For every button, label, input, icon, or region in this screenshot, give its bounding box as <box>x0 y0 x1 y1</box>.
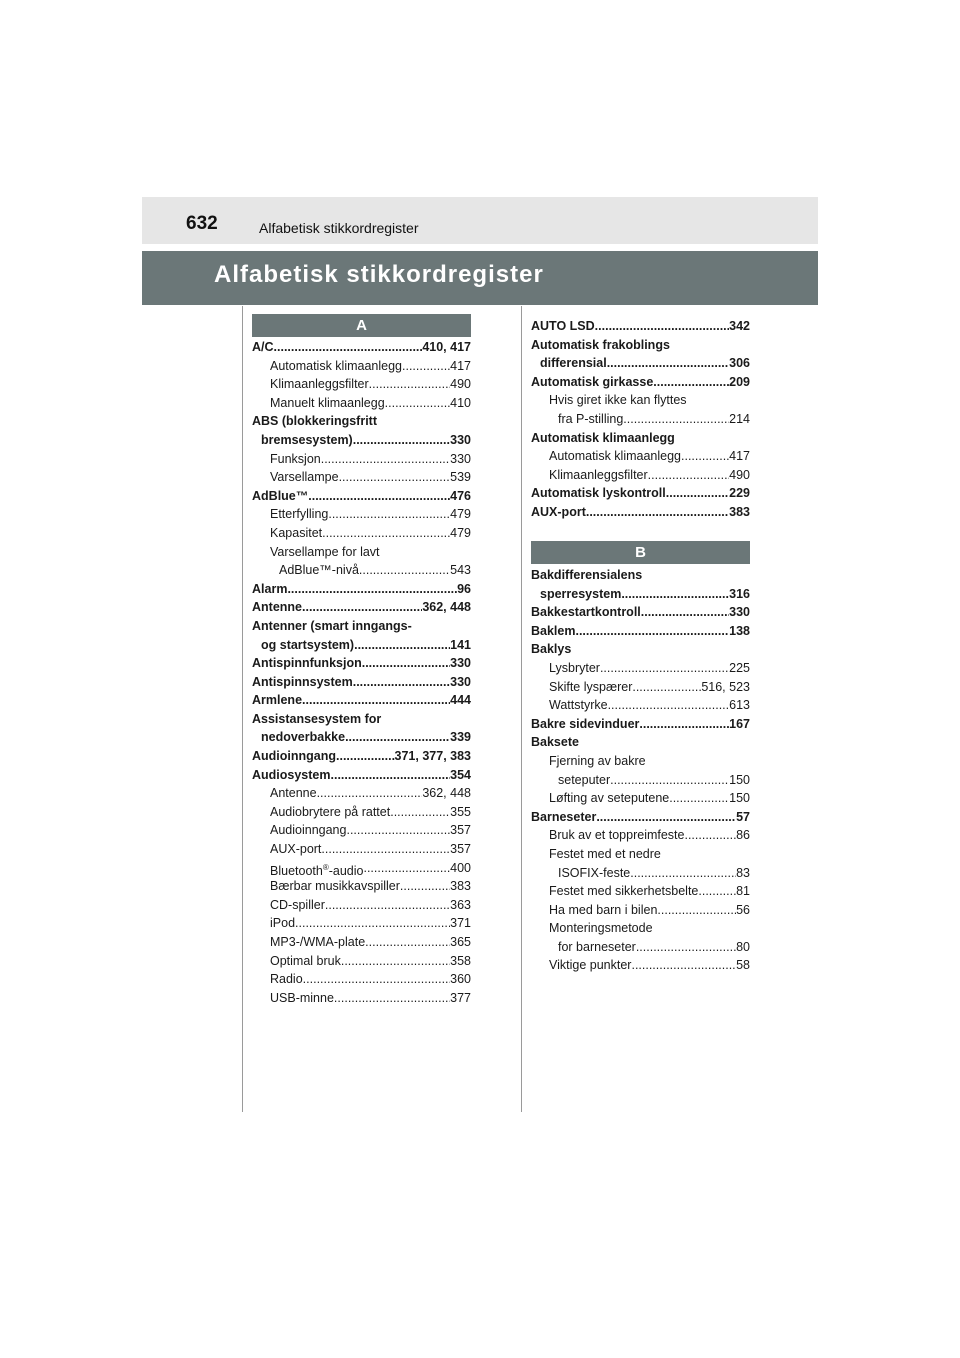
leader-dots <box>607 354 729 373</box>
entry-term: Viktige punkter <box>549 958 632 973</box>
leader-dots <box>670 336 750 355</box>
page-reference: 410, 417 <box>422 340 471 354</box>
page-reference: 355 <box>450 804 471 819</box>
leader-dots <box>390 803 450 822</box>
leader-dots <box>639 715 729 734</box>
leader-dots <box>321 840 450 859</box>
index-subentry <box>531 845 750 864</box>
entry-term: CD-spiller <box>270 897 325 912</box>
index-subentry <box>531 752 750 771</box>
entry-term: AdBlue™-nivå <box>279 563 359 578</box>
leader-dots <box>295 914 450 933</box>
leader-dots <box>648 466 729 485</box>
index-entry <box>252 691 471 710</box>
entry-term: Festet med et nedre <box>549 846 661 861</box>
leader-dots <box>666 484 729 503</box>
leader-dots <box>653 373 729 392</box>
page-reference: 330 <box>450 451 471 466</box>
leader-dots <box>681 447 729 466</box>
page-title: Alfabetisk stikkordregister <box>214 261 544 288</box>
page-reference: 316 <box>729 586 750 601</box>
index-entry <box>531 566 750 585</box>
entry-term: Baksete <box>531 735 579 750</box>
leader-dots <box>641 603 729 622</box>
entry-term: Funksjon <box>270 451 321 466</box>
page-reference: 479 <box>450 525 471 540</box>
leader-dots <box>608 696 730 715</box>
leader-dots <box>308 487 450 506</box>
page-reference: 167 <box>729 716 750 731</box>
index-entry <box>531 429 750 448</box>
entry-term: Assistansesystem for <box>252 711 382 726</box>
column-divider-left <box>242 306 243 1112</box>
leader-dots <box>596 808 736 827</box>
index-column-2 <box>531 317 750 522</box>
page-reference: 56 <box>736 902 750 917</box>
index-entry <box>252 766 471 785</box>
index-subentry <box>252 933 471 952</box>
entry-term: Automatisk klimaanlegg <box>531 430 675 445</box>
index-entry <box>252 598 471 617</box>
running-header: Alfabetisk stikkordregister <box>259 220 419 236</box>
entry-term: Bakre sidevinduer <box>531 716 640 731</box>
entry-term: Etterfylling <box>270 507 329 522</box>
leader-dots <box>341 952 450 971</box>
index-subentry <box>531 882 750 901</box>
index-entry <box>531 373 750 392</box>
index-subentry <box>531 826 750 845</box>
entry-term: Kapasitet <box>270 525 323 540</box>
leader-dots <box>642 566 750 585</box>
entry-term: ABS (blokkeringsfritt <box>252 414 378 429</box>
page-reference: 83 <box>736 865 750 880</box>
leader-dots <box>646 752 750 771</box>
header-bar <box>142 197 818 244</box>
leader-dots <box>303 970 450 989</box>
entry-term: Lysbryter <box>549 660 600 675</box>
entry-term: Manuelt klimaanlegg <box>270 395 385 410</box>
index-entry <box>252 487 471 506</box>
index-entry <box>252 431 471 450</box>
page-reference: 400 <box>450 860 471 875</box>
leader-dots <box>623 410 729 429</box>
index-subentry <box>531 919 750 938</box>
index-subentry <box>531 447 750 466</box>
index-entry <box>531 733 750 752</box>
entry-term: MP3-/WMA-plate <box>270 935 366 949</box>
index-entry <box>252 580 471 599</box>
page-reference: 410 <box>450 395 471 410</box>
section-header-b: B <box>531 541 750 564</box>
index-entry <box>531 336 750 355</box>
leader-dots <box>325 896 450 915</box>
leader-dots <box>353 431 450 450</box>
leader-dots <box>579 733 750 752</box>
page-reference: 330 <box>729 605 750 620</box>
entry-term: Hvis giret ikke kan flyttes <box>549 393 687 408</box>
page-reference: 57 <box>736 809 750 824</box>
page-reference: 479 <box>450 507 471 522</box>
index-subentry <box>252 561 471 580</box>
leader-dots <box>698 882 736 901</box>
entry-term: Fjerning av bakre <box>549 753 646 768</box>
leader-dots <box>346 821 450 840</box>
index-subentry <box>252 524 471 543</box>
entry-term: Varsellampe for lavt <box>270 544 380 559</box>
page-reference: 209 <box>729 374 750 389</box>
leader-dots <box>363 859 450 878</box>
page-reference: 342 <box>729 319 750 333</box>
leader-dots <box>412 617 471 636</box>
entry-term: Antenne <box>252 600 302 615</box>
leader-dots <box>365 933 450 952</box>
leader-dots <box>331 766 451 785</box>
page-reference: 383 <box>729 504 750 519</box>
entry-term: Antispinnfunksjon <box>252 656 362 671</box>
leader-dots <box>274 338 423 357</box>
leader-dots <box>328 505 450 524</box>
page-reference: 476 <box>450 488 471 503</box>
leader-dots <box>302 691 450 710</box>
entry-term: USB-minne <box>270 990 334 1005</box>
index-subentry <box>531 771 750 790</box>
index-column-2-b <box>531 566 750 975</box>
page-reference: 150 <box>729 791 750 806</box>
entry-term: Automatisk lyskontroll <box>531 486 666 501</box>
entry-term: differensial <box>540 356 607 371</box>
index-subentry <box>531 410 750 429</box>
page-number: 632 <box>186 213 218 234</box>
entry-term: Klimaanleggsfilter <box>549 467 648 482</box>
leader-dots <box>353 673 450 692</box>
index-subentry <box>531 678 750 697</box>
entry-term: Automatisk girkasse <box>531 374 654 389</box>
index-subentry <box>531 901 750 920</box>
leader-dots <box>380 543 471 562</box>
entry-term: for barneseter <box>558 939 636 954</box>
entry-term: iPod <box>270 916 296 931</box>
index-subentry <box>252 877 471 896</box>
leader-dots <box>586 503 729 522</box>
leader-dots <box>657 901 736 920</box>
entry-term: Skifte lyspærer <box>549 679 633 694</box>
index-entry <box>252 728 471 747</box>
entry-term: Monteringsmetode <box>549 921 653 936</box>
page-reference: 383 <box>450 879 471 894</box>
entry-term: Audiobrytere på rattet <box>270 804 391 819</box>
entry-term: og startsystem) <box>261 637 355 652</box>
index-entry <box>531 622 750 641</box>
page-reference: 363 <box>450 897 471 912</box>
page-reference: 80 <box>736 939 750 954</box>
index-subentry <box>252 989 471 1008</box>
page-reference: 539 <box>450 470 471 485</box>
index-subentry <box>252 952 471 971</box>
leader-dots <box>661 845 750 864</box>
page-reference: 490 <box>729 467 750 482</box>
page-reference: 214 <box>729 411 750 426</box>
leader-dots <box>687 391 750 410</box>
entry-term: Baklem <box>531 623 576 638</box>
index-subentry <box>531 956 750 975</box>
leader-dots <box>402 357 450 376</box>
page-reference: 330 <box>450 674 471 689</box>
entry-term: fra P-stilling <box>558 411 624 426</box>
page-reference: 58 <box>736 958 750 973</box>
index-subentry <box>531 789 750 808</box>
entry-term: AUX-port <box>531 504 586 519</box>
entry-term: Automatisk klimaanlegg <box>549 449 682 464</box>
page-reference: 86 <box>736 828 750 843</box>
index-subentry <box>252 450 471 469</box>
leader-dots <box>595 317 729 336</box>
index-subentry <box>252 394 471 413</box>
index-entry <box>531 585 750 604</box>
entry-term: Armlene <box>252 693 303 708</box>
leader-dots <box>385 394 450 413</box>
leader-dots <box>362 654 450 673</box>
entry-term: Wattstyrke <box>549 698 608 713</box>
page-reference: 330 <box>450 656 471 671</box>
entry-term: Radio <box>270 972 303 987</box>
page-reference: 357 <box>450 823 471 838</box>
entry-term: Bruk av et toppreimfeste <box>549 828 685 843</box>
leader-dots <box>354 636 450 655</box>
column-divider-middle <box>521 306 522 1112</box>
index-subentry <box>252 896 471 915</box>
index-subentry <box>252 375 471 394</box>
leader-dots <box>345 728 450 747</box>
leader-dots <box>400 877 450 896</box>
entry-term: Antenne <box>270 786 317 801</box>
index-entry <box>252 412 471 431</box>
leader-dots <box>302 598 422 617</box>
page-reference: 81 <box>736 884 750 899</box>
entry-term: Audiosystem <box>252 767 331 782</box>
page-reference: 358 <box>450 953 471 968</box>
index-subentry <box>531 466 750 485</box>
index-subentry <box>252 803 471 822</box>
entry-term: Barneseter <box>531 809 597 824</box>
page-reference: 354 <box>450 767 471 782</box>
page-reference: 96 <box>457 581 471 596</box>
index-entry <box>531 808 750 827</box>
index-entry <box>252 617 471 636</box>
index-subentry <box>531 696 750 715</box>
entry-term: Løfting av seteputene <box>549 791 670 806</box>
entry-term: Klimaanleggsfilter <box>270 377 369 392</box>
index-subentry <box>531 864 750 883</box>
entry-term: Antispinnsystem <box>252 674 353 689</box>
page-reference: 229 <box>729 486 750 501</box>
leader-dots <box>600 659 729 678</box>
index-entry <box>531 640 750 659</box>
entry-term: Audioinngang <box>270 823 347 838</box>
index-subentry <box>252 970 471 989</box>
index-entry <box>531 354 750 373</box>
entry-term: bremsesystem) <box>261 432 353 447</box>
page-reference: 516, 523 <box>701 679 750 694</box>
index-entry <box>531 484 750 503</box>
index-entry <box>252 654 471 673</box>
page-reference: 339 <box>450 730 471 745</box>
leader-dots <box>321 450 450 469</box>
entry-term: AdBlue™ <box>252 488 309 503</box>
entry-term: Bærbar musikkavspiller <box>270 879 400 894</box>
entry-term: Automatisk klimaanlegg <box>270 358 403 373</box>
leader-dots <box>675 429 750 448</box>
leader-dots <box>359 561 450 580</box>
entry-term: Festet med sikkerhetsbelte <box>549 884 699 899</box>
leader-dots <box>636 938 736 957</box>
entry-term: Automatisk frakoblings <box>531 337 670 352</box>
entry-term: Varsellampe <box>270 470 339 485</box>
page-reference: 371 <box>450 916 471 931</box>
section-header-a: A <box>252 314 471 337</box>
page-reference: 417 <box>729 449 750 464</box>
leader-dots <box>630 864 736 883</box>
leader-dots <box>381 710 471 729</box>
page-reference: 444 <box>450 693 471 708</box>
index-entry <box>531 503 750 522</box>
entry-term: ISOFIX-feste <box>558 865 631 880</box>
page-reference: 543 <box>450 563 471 578</box>
leader-dots <box>669 789 729 808</box>
leader-dots <box>571 640 750 659</box>
index-entry <box>531 317 750 336</box>
index-subentry <box>252 821 471 840</box>
page-reference: 362, 448 <box>422 786 471 801</box>
entry-term: Antenner (smart inngangs- <box>252 618 412 633</box>
leader-dots <box>610 771 729 790</box>
leader-dots <box>631 956 736 975</box>
page-reference: 306 <box>729 356 750 371</box>
entry-term: Baklys <box>531 642 572 657</box>
leader-dots <box>377 412 471 431</box>
index-entry <box>531 603 750 622</box>
index-subentry <box>252 468 471 487</box>
index-subentry <box>252 840 471 859</box>
entry-term: Bluetooth®-audio <box>270 862 364 878</box>
index-entry <box>252 338 471 357</box>
page-reference: 417 <box>450 358 471 373</box>
index-subentry <box>252 543 471 562</box>
page-reference: 490 <box>450 377 471 392</box>
entry-term: nedoverbakke <box>261 730 346 745</box>
index-subentry <box>252 505 471 524</box>
page-reference: 613 <box>729 698 750 713</box>
index-subentry <box>531 659 750 678</box>
leader-dots <box>317 784 423 803</box>
leader-dots <box>575 622 729 641</box>
index-subentry <box>252 784 471 803</box>
leader-dots <box>287 580 457 599</box>
page-reference: 330 <box>450 432 471 447</box>
entry-term: Bakkestartkontroll <box>531 605 641 620</box>
entry-term: Bakdifferensialens <box>531 568 643 582</box>
leader-dots <box>339 468 451 487</box>
leader-dots <box>336 747 395 766</box>
leader-dots <box>653 919 750 938</box>
leader-dots <box>334 989 450 1008</box>
index-entry <box>531 715 750 734</box>
leader-dots <box>684 826 736 845</box>
leader-dots <box>632 678 701 697</box>
page-reference: 365 <box>450 935 471 949</box>
index-subentry <box>531 938 750 957</box>
leader-dots <box>369 375 450 394</box>
index-column-1 <box>252 338 471 1007</box>
index-entry <box>252 747 471 766</box>
entry-term: AUTO LSD <box>531 319 595 333</box>
leader-dots <box>621 585 729 604</box>
index-subentry <box>531 391 750 410</box>
page-reference: 377 <box>450 990 471 1005</box>
page-reference: 371, 377, 383 <box>394 749 471 764</box>
index-subentry <box>252 357 471 376</box>
entry-term: seteputer <box>558 772 611 787</box>
leader-dots <box>322 524 450 543</box>
entry-term: Optimal bruk <box>270 953 341 968</box>
page-reference: 362, 448 <box>422 600 471 615</box>
page-reference: 225 <box>729 660 750 675</box>
index-subentry <box>252 859 471 878</box>
page-reference: 141 <box>450 637 471 652</box>
entry-term: AUX-port <box>270 842 322 857</box>
entry-term: Audioinngang <box>252 749 337 764</box>
index-entry <box>252 636 471 655</box>
index-entry <box>252 673 471 692</box>
entry-term: A/C <box>252 340 274 354</box>
index-subentry <box>252 914 471 933</box>
entry-term: sperresystem <box>540 586 622 601</box>
page-reference: 150 <box>729 772 750 787</box>
page-reference: 138 <box>729 623 750 638</box>
entry-term: Ha med barn i bilen <box>549 902 658 917</box>
page-reference: 357 <box>450 842 471 857</box>
entry-term: Alarm <box>252 581 288 596</box>
index-entry <box>252 710 471 729</box>
page-reference: 360 <box>450 972 471 987</box>
